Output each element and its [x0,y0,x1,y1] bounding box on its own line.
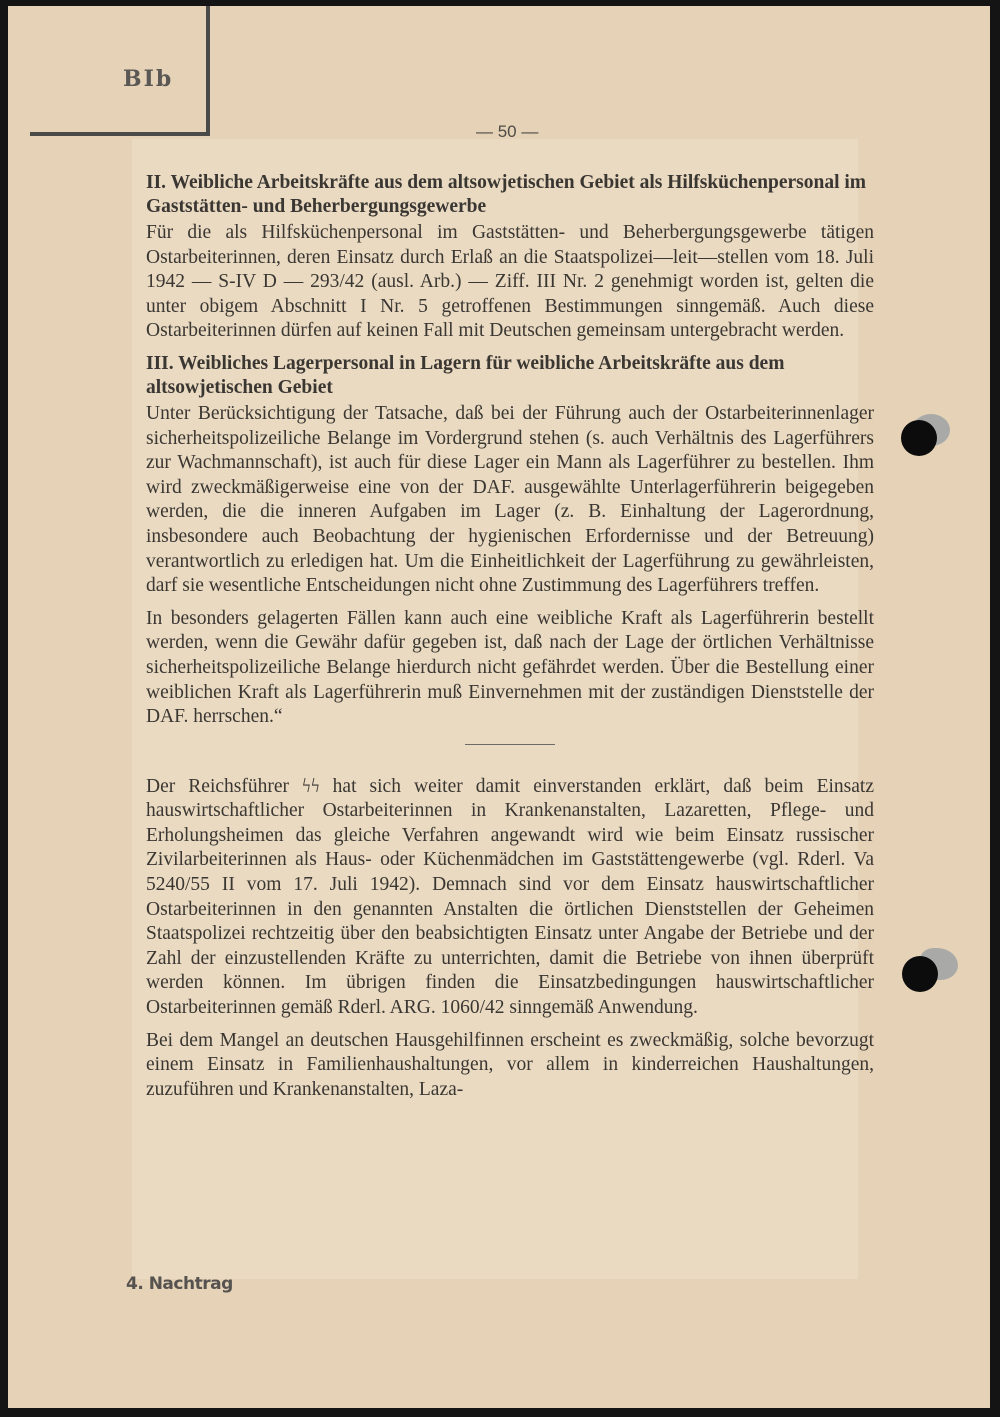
section-ii [146,171,874,344]
register-tab-label: BIb [123,66,174,92]
footer-label: 4. Nachtrag [126,1274,233,1294]
punch-hole-icon [901,420,937,456]
page-number: — 50 — [476,122,539,141]
paragraph: In besonders gelagerten Fällen kann auch eine weibliche Kraft als Lagerführerin bestellt werden, wenn die Gewähr dafür gegeben ist, daß nach der Lage der örtlichen Verhältnisse sicherheitspolizeiliche Belange hierdurch nicht gefährdet werden. Über die Bestellung einer weiblichen Kraft als Lagerführerin muß Einvernehmen mit der zuständigen Dienststelle der DAF. herrschen.“ [146,607,874,728]
closing-text [146,775,874,1103]
section-divider [465,744,555,745]
section-heading: II. Weibliche Arbeitskräfte aus dem altsowjetischen Gebiet als Hilfsküchenpersonal im Gaststätten- und Beherbergungsgewerbe [146,172,867,217]
paragraph: Bei dem Mangel an deutschen Hausgehilfinnen erscheint es zweckmäßig, solche bevorzugt einem Einsatz in Familienhaushaltungen, vor allem in kinderreichen Haushaltungen, zuzuführen und Krankenanstalten, Laza- [146,1029,874,1100]
paragraph: Für die als Hilfsküchenpersonal im Gaststätten- und Beherbergungsgewerbe tätigen Ostarbeiterinnen, deren Einsatz durch Erlaß an die Staatspolizei—leit—stellen vom 18. Juli 1942 — S-IV D — 293/42 (ausl. Arb.) — Ziff. III Nr. 2 genehmigt worden ist, gelten die unter obigem Abschnitt I Nr. 5 getroffenen Bestimmungen sinngemäß. Auch diese Ostarbeiterinnen dürfen auf keinen Fall mit Deutschen gemeinsam untergebracht werden. [146,222,874,342]
register-tab-corner [30,6,210,136]
paragraph: Unter Berücksichtigung der Tatsache, daß bei der Führung auch der Ostarbeiterinnenlager sicherheitspolizeiliche Belange im Vordergrund stehen (s. auch Verhältnis des Lagerführers zur Wachmannschaft), ist auch für diese Lager ein Mann als Lagerführer zu bestellen. Ihm wird zweckmäßigerweise eine von der DAF. ausgewählte Unterlagerführerin beigegeben werden, die die inneren Aufgaben im Lager (z. B. Einhaltung der Lagerordnung, insbesondere auch Beobachtung der hygienischen Erfordernisse und der Betreuung) verantwortlich zu erledigen hat. Um die Einheitlichkeit der Lagerführung zu gewährleisten, darf sie wesentliche Entscheidungen nicht ohne Zustimmung des Lagerführers treffen. [146,402,874,597]
document-body [146,171,874,1110]
section-iii [146,352,874,730]
punch-hole-icon [902,956,938,992]
document-page [8,6,990,1408]
section-heading: III. Weibliches Lagerpersonal in Lagern für weibliche Arbeitskräfte aus dem altsowjetischen Gebiet [146,352,785,398]
paragraph: Der Reichsführer ϟϟ hat sich weiter damit einverstanden erklärt, daß beim Einsatz hauswirtschaftlicher Ostarbeiterinnen in Krankenanstalten, Lazaretten, Pflege- und Erholungsheimen das gleiche Verfahren angewandt wird wie beim Einsatz russischer Zivilarbeiterinnen als Haus- oder Küchenmädchen im Gaststättengewerbe (vgl. Rderl. Va 5240/55 II vom 17. Juli 1942). Demnach sind vor dem Einsatz hauswirtschaftlicher Ostarbeiterinnen in den genannten Anstalten die örtlichen Dienststellen der Geheimen Staatspolizei rechtzeitig über den beabsichtigten Einsatz unter Angabe der Betriebe und der Zahl der einzustellenden Kräfte zu unterrichten, damit die Betriebe von ihnen überprüft werden können. Im übrigen finden die Einsatzbedingungen hauswirtschaftlicher Ostarbeiterinnen gemäß Rderl. ARG. 1060/42 sinngemäß Anwendung. [146,775,874,1019]
